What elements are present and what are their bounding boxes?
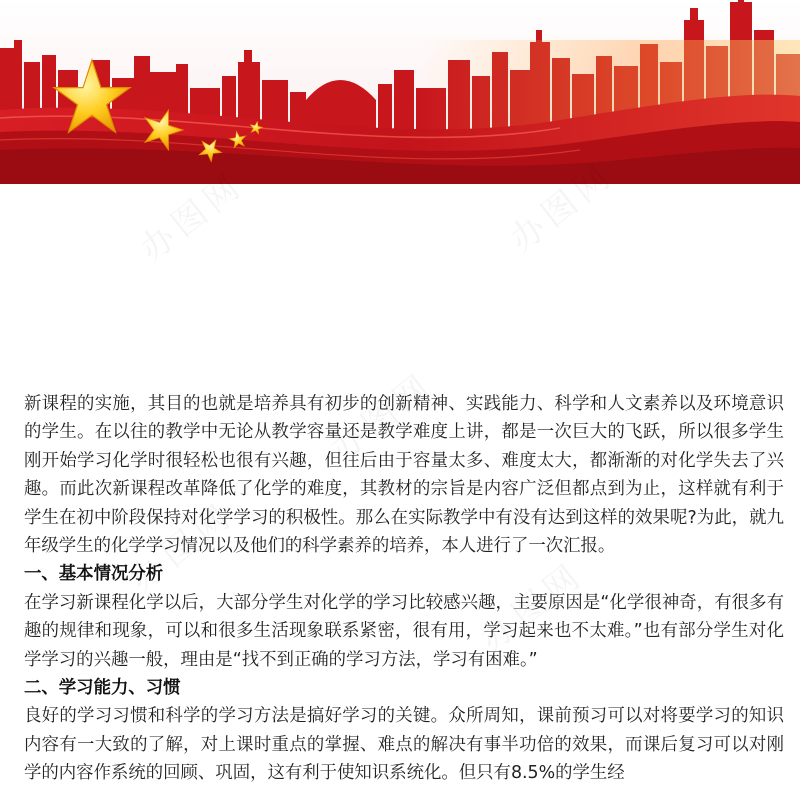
- section-heading-learning-ability: 二、学习能力、习惯: [24, 678, 181, 699]
- intro-paragraph: 新课程的实施，其目的也就是培养具有初步的创新精神、实践能力、科学和人文素养以及环境意识的学生。在以往的教学中无论从教学容量还是教学难度上讲，都是一次巨大的飞跃，所以很多学生刚开始学习化学时很轻松也很有兴趣，但往后由于容量太多、难度太大，都渐渐的对化学失去了兴趣。而此次新课程改革降低了化学的难度，其教材的宗旨是内容广泛但都点到为止，这样就有利于学生在初中阶段保持对化学学习的积极性。那么在实际教学中有没有达到这样的效果呢?为此，就九年级学生的化学学习情况以及他们的科学素养的培养，本人进行了一次汇报。: [24, 394, 784, 557]
- article-body: [24, 390, 784, 788]
- section-body-basic-situation: 在学习新课程化学以后，大部分学生对化学的学习比较感兴趣，主要原因是“化学很神奇，有很多有趣的规律和现象，可以和很多生活现象联系紧密，很有用，学习起来也不太难。”也有部分学生对化学学习的兴趣一般，理由是“找不到正确的学习方法，学习有困难。”: [24, 592, 784, 670]
- section-heading-basic-situation: 一、基本情况分析: [24, 564, 164, 585]
- header-banner: [0, 0, 800, 184]
- section-body-learning-ability: 良好的学习习惯和科学的学习方法是搞好学习的关键。众所周知，课前预习可以对将要学习的知识内容有一大致的了解，对上课时重点的掌握、难点的解决有事半功倍的效果，而课后复习可以对刚学的内容作系统的回顾、巩固，这有利于使知识系统化。但只有8.5%的学生经: [24, 706, 784, 784]
